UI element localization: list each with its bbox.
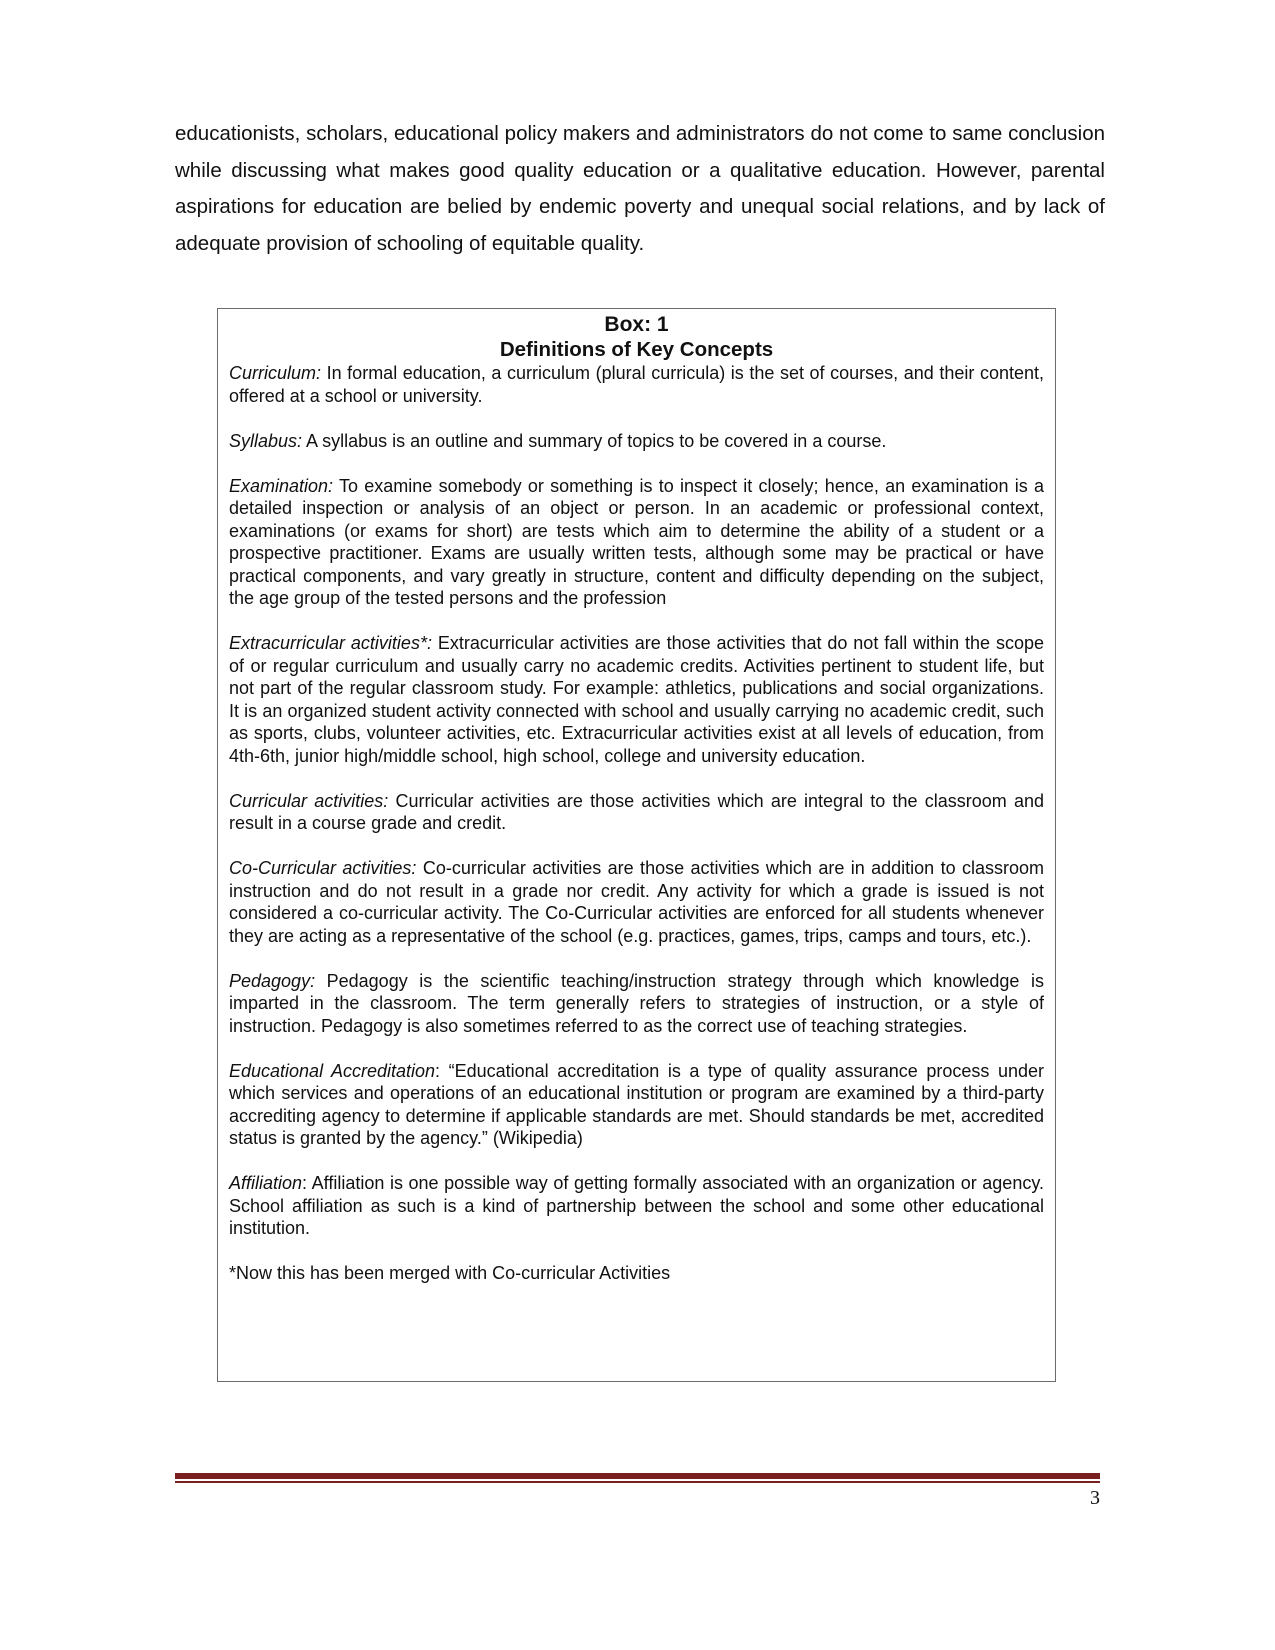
page-number: 3 (1090, 1487, 1100, 1509)
term-label: Examination: (229, 475, 334, 496)
footer-rule-thin (175, 1481, 1100, 1483)
footer-rule-thick (175, 1473, 1100, 1479)
definitions-box (217, 308, 1056, 1382)
definition-text: A syllabus is an outline and summary of topics to be covered in a course. (302, 430, 887, 451)
definition-affiliation (229, 1172, 1044, 1240)
definition-text: : Affiliation is one possible way of getting formally associated with an organization or agency. School affiliation as such is a kind of partnership between the school and some other educational institution. (229, 1173, 1044, 1238)
box-subtitle: Definitions of Key Concepts (499, 338, 774, 361)
term-label: Curricular activities: (229, 790, 389, 811)
definition-curricular (229, 790, 1044, 835)
definition-text: Co-curricular activities are those activities which are in addition to classroom instruction and do not result in a grade nor credit. Any activity for which a grade is issued is not considered a co-curricular activity. The Co-Curricular activities are enforced for all students whenever they are acting as a representative of the school (e.g. practices, games, trips, camps and tours, etc.). (229, 858, 1044, 946)
definition-syllabus (229, 430, 1044, 453)
intro-paragraph: educationists, scholars, educational policy makers and administrators do not come to same conclusion while discussing what makes good quality education or a qualitative education. However, parental aspirations for education are belied by endemic poverty and unequal social relations, and by lack of adequate provision of schooling of equitable quality. (175, 122, 1105, 255)
definition-text: In formal education, a curriculum (plural curricula) is the set of courses, and their content, offered at a school or university. (229, 363, 1044, 406)
definition-text: Curricular activities are those activities which are integral to the classroom and result in a course grade and credit. (229, 790, 1044, 833)
definition-text: Pedagogy is the scientific teaching/instruction strategy through which knowledge is imparted in the classroom. The term generally refers to strategies of instruction, or a style of instruction. Pedagogy is also sometimes referred to as the correct use of teaching strategies. (229, 970, 1044, 1036)
definition-examination (229, 475, 1044, 610)
definition-text: Extracurricular activities are those activities that do not fall within the scope of or regular curriculum and usually carry no academic credits. Activities pertinent to student life, but not part of the regular classroom study. For example: athletics, publications and social organizations. It is an organized student activity connected with school and usually carrying no academic credit, such as sports, clubs, volunteer activities, etc. Extracurricular activities exist at all levels of education, from 4th-6th, junior high/middle school, high school, college and university education. (229, 633, 1044, 766)
term-label: Pedagogy: (229, 970, 316, 991)
term-label: Syllabus: (229, 430, 303, 451)
term-label: Curriculum: (229, 363, 322, 383)
term-label: Extracurricular activities*: (229, 633, 432, 653)
box-title: Box: 1 (604, 313, 669, 336)
definition-pedagogy (229, 970, 1044, 1038)
term-label: Educational Accreditation (229, 1060, 436, 1081)
term-label: Co-Curricular activities: (229, 858, 417, 878)
definition-co-curricular (229, 857, 1044, 947)
box-footnote: *Now this has been merged with Co-curricular Activities (229, 1263, 671, 1283)
definition-curriculum (229, 362, 1044, 407)
definition-text: : “Educational accreditation is a type of quality assurance process under which services and operations of an educational institution or program are examined by a third-party accrediting agency to determine if applicable standards are met. Should standards be met, accredited status is granted by the agency.” (Wikipedia) (229, 1060, 1044, 1148)
term-label: Affiliation (229, 1173, 303, 1193)
definition-text: To examine somebody or something is to inspect it closely; hence, an examination is a detailed inspection or analysis of an object or person. In an academic or professional context, examinations (or exams for short) are tests which aim to determine the ability of a student or a prospective practitioner. Exams are usually written tests, although some may be practical or have practical components, and vary greatly in structure, content and difficulty depending on the subject, the age group of the tested persons and the profession (229, 475, 1044, 608)
definition-accreditation (229, 1060, 1044, 1150)
definition-extracurricular (229, 632, 1044, 767)
